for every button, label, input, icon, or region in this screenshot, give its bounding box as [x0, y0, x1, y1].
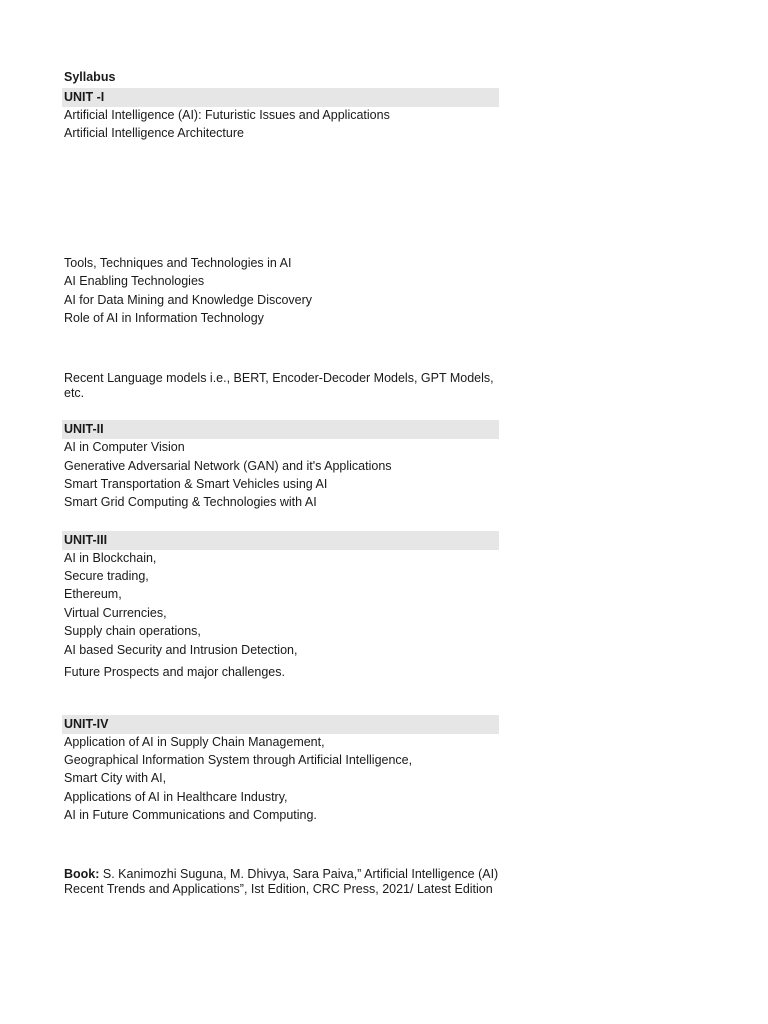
- list-item: AI in Computer Vision: [64, 440, 185, 454]
- syllabus-title: Syllabus: [64, 70, 116, 84]
- list-item: Artificial Intelligence (AI): Futuristic Issues and Applications: [64, 108, 390, 122]
- unit-2-heading: UNIT-II: [64, 422, 104, 436]
- list-item: Geographical Information System through Artificial Intelligence,: [64, 753, 413, 767]
- book-reference: [64, 867, 504, 897]
- list-item: Ethereum,: [64, 587, 122, 601]
- unit-3-header-bar: [62, 531, 499, 550]
- list-item: Generative Adversarial Network (GAN) and it's Applications: [64, 459, 392, 473]
- unit-1-header-bar: [62, 88, 499, 107]
- list-item: AI based Security and Intrusion Detection,: [64, 643, 298, 657]
- list-item: AI in Blockchain,: [64, 551, 157, 565]
- list-item: Future Prospects and major challenges.: [64, 665, 285, 679]
- unit-1-heading: UNIT -I: [64, 90, 105, 104]
- list-item: Secure trading,: [64, 569, 149, 583]
- list-item: AI for Data Mining and Knowledge Discovery: [64, 293, 313, 307]
- unit-4-heading: UNIT-IV: [64, 717, 109, 731]
- list-item: Smart City with AI,: [64, 771, 167, 785]
- list-item: Application of AI in Supply Chain Management,: [64, 735, 325, 749]
- list-item: Smart Grid Computing & Technologies with AI: [64, 495, 317, 509]
- list-item: Applications of AI in Healthcare Industry,: [64, 790, 288, 804]
- book-label: Book:: [64, 867, 100, 881]
- list-item: Supply chain operations,: [64, 624, 201, 638]
- list-item: Smart Transportation & Smart Vehicles using AI: [64, 477, 328, 491]
- list-item: Tools, Techniques and Technologies in AI: [64, 256, 292, 270]
- unit-3-heading: UNIT-III: [64, 533, 108, 547]
- list-item: Artificial Intelligence Architecture: [64, 126, 244, 140]
- list-item: AI Enabling Technologies: [64, 274, 205, 288]
- list-item: Recent Language models i.e., BERT, Encoder-Decoder Models, GPT Models, etc.: [64, 371, 494, 400]
- unit-2-header-bar: [62, 420, 499, 439]
- unit-4-header-bar: [62, 715, 499, 734]
- list-item: Role of AI in Information Technology: [64, 311, 264, 325]
- list-item: Virtual Currencies,: [64, 606, 167, 620]
- book-text: S. Kanimozhi Suguna, M. Dhivya, Sara Paiva,” Artificial Intelligence (AI) Recent Trends and Applications”, Ist Edition, CRC Press, 2021/ Latest Edition: [64, 867, 499, 896]
- list-item: AI in Future Communications and Computing.: [64, 808, 317, 822]
